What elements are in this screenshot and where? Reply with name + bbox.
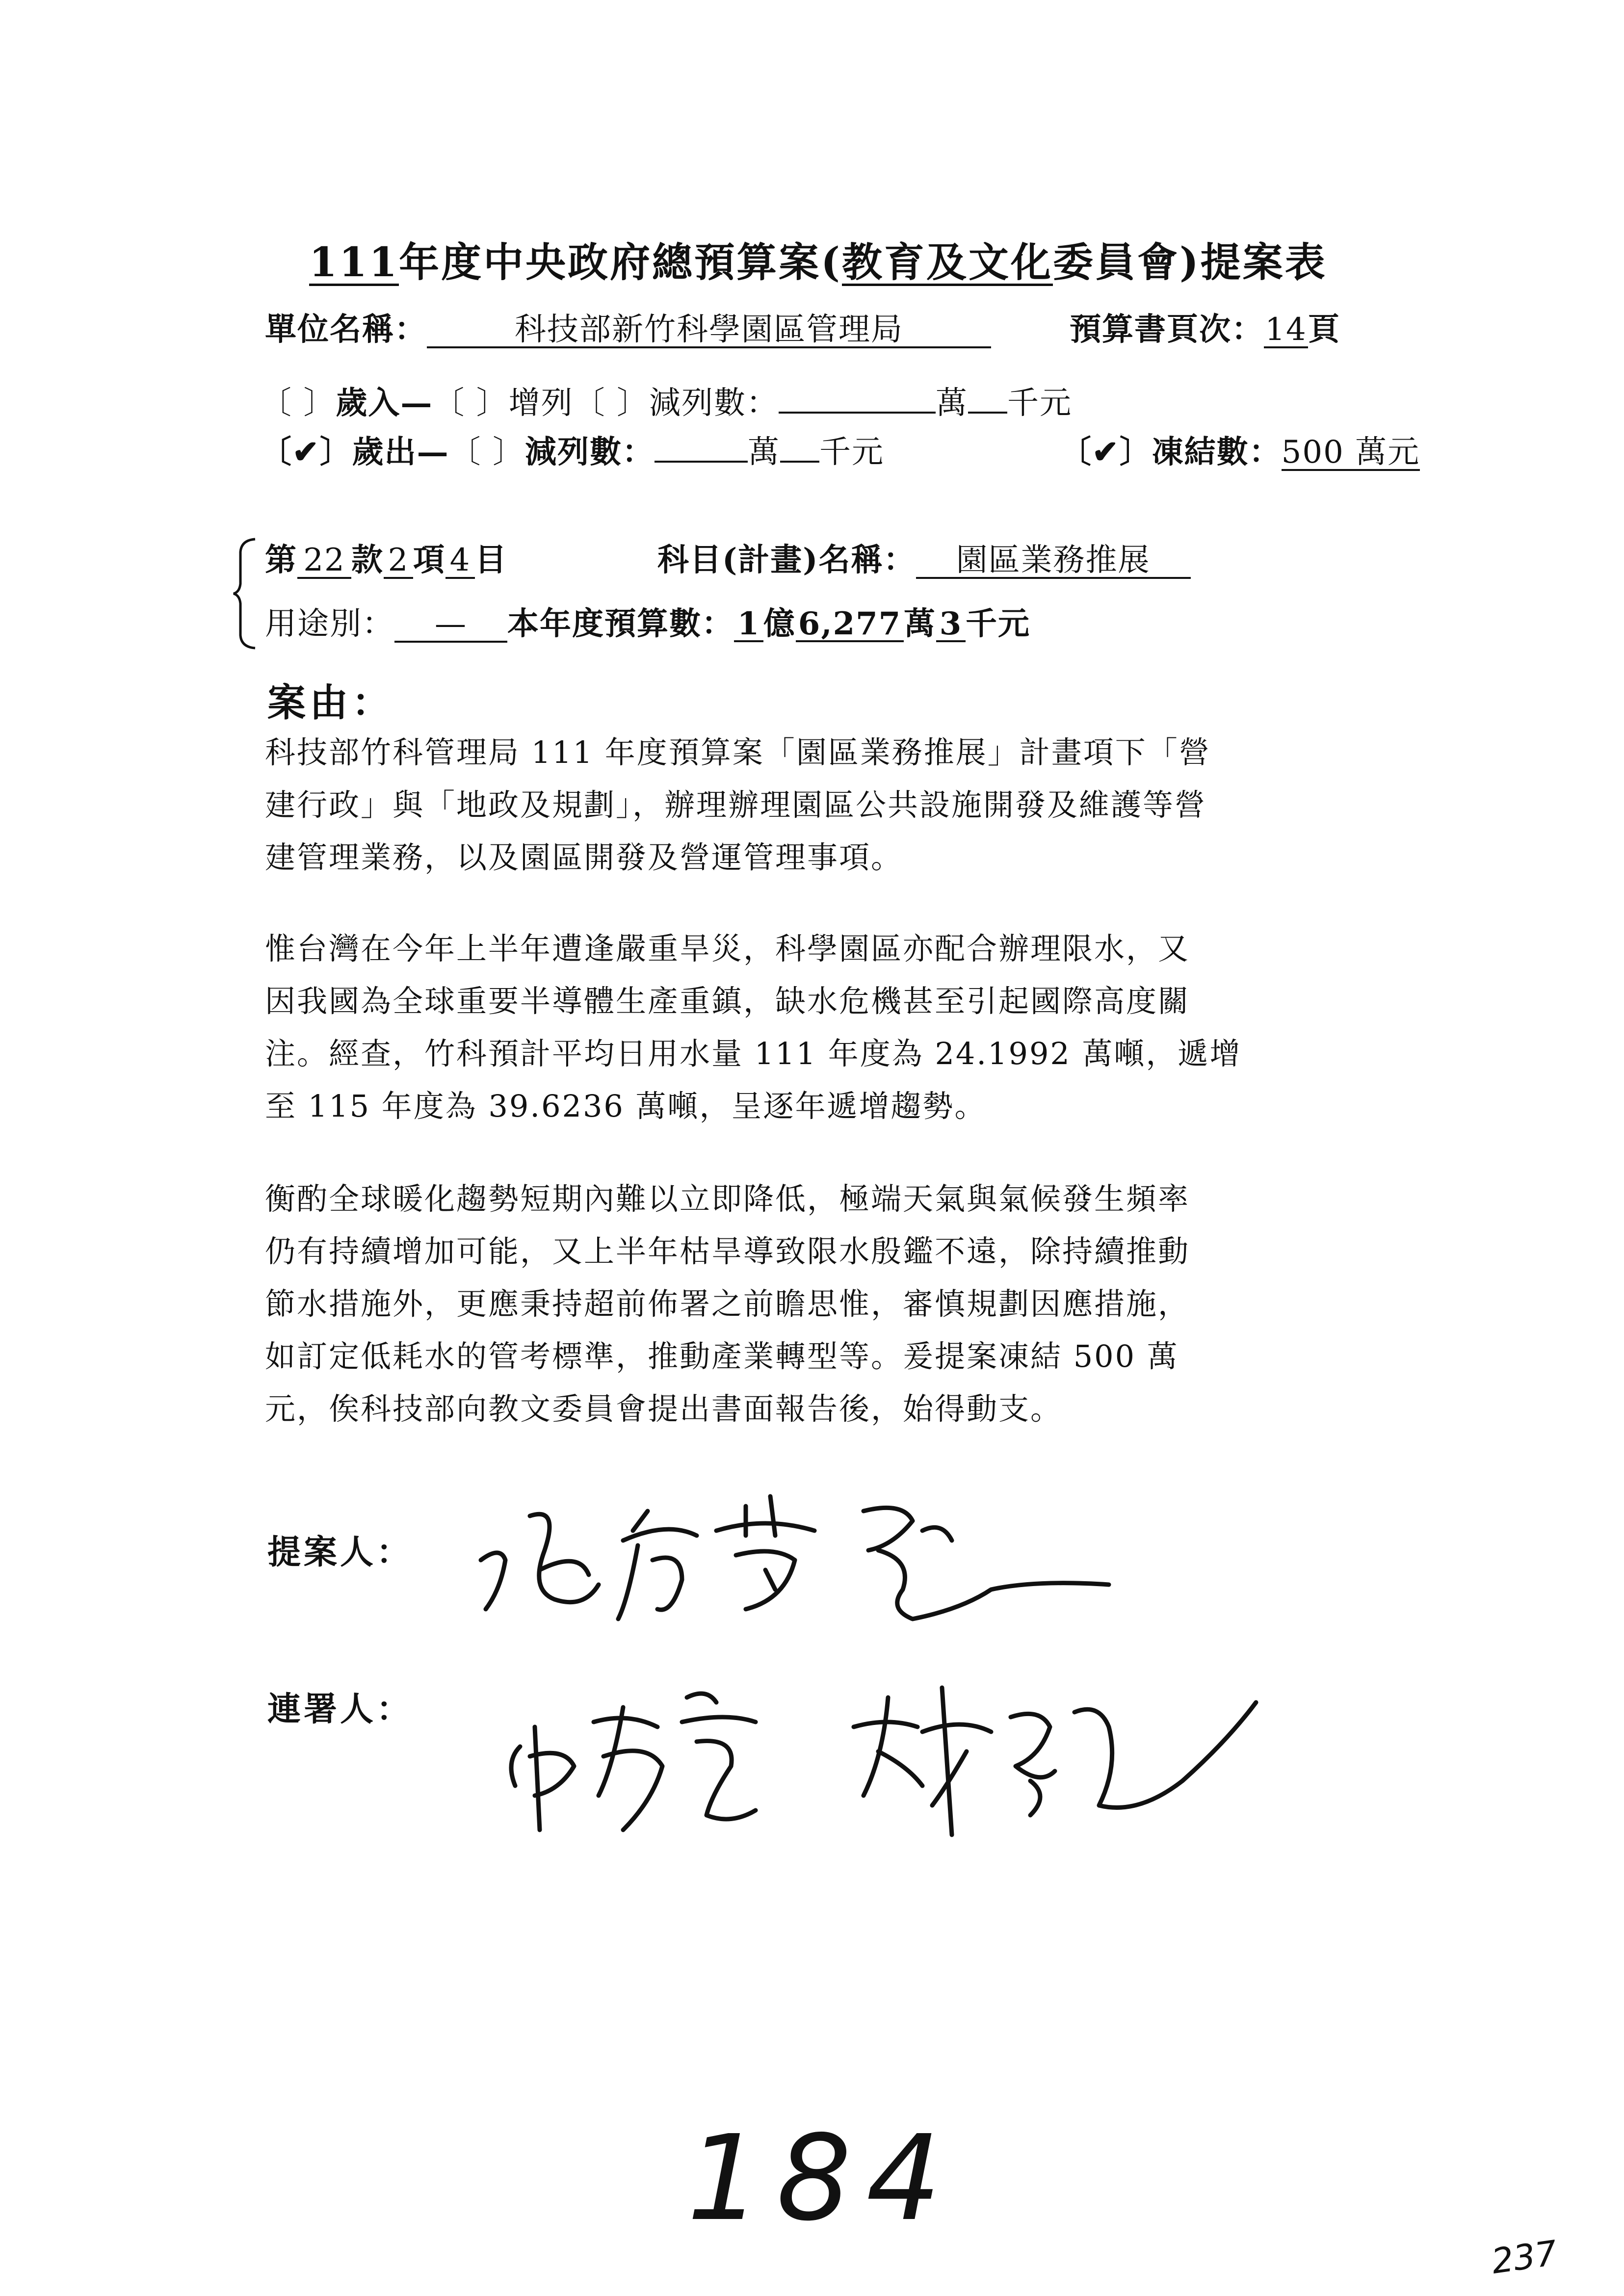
- reason-paragraph-1: [265, 726, 1393, 884]
- expenditure-qian-amount: [780, 461, 819, 463]
- revenue-qian-amount: [968, 412, 1007, 414]
- item-mu: 4: [445, 544, 475, 579]
- paragraph-line: 注。經查，竹科預計平均日用水量 111 年度為 24.1992 萬噸，遞增: [265, 1036, 1242, 1071]
- budget-yi-label: 億: [763, 605, 796, 642]
- title-text-b: 委員會)提案表: [1053, 239, 1327, 286]
- revenue-decrease-check: 〔 〕: [573, 385, 650, 421]
- revenue-label: 歲入—: [336, 385, 433, 421]
- use-value: —: [394, 608, 507, 643]
- item-di: 第: [265, 542, 297, 578]
- budget-qian: 3: [936, 607, 966, 642]
- form-title: [309, 231, 1327, 288]
- use-label: 用途別：: [265, 606, 394, 642]
- expenditure-qian: 千元: [819, 434, 884, 470]
- freeze-label: 凍結數：: [1152, 434, 1282, 470]
- expenditure-decrease-check: 〔 〕: [449, 434, 525, 470]
- revenue-decrease-label: 減列數：: [649, 385, 779, 421]
- paragraph-line: 衡酌全球暖化趨勢短期內難以立即降低，極端天氣與氣候發生頻率: [265, 1181, 1190, 1217]
- title-year: 111: [309, 239, 399, 286]
- title-text-a: 年度中央政府總預算案(: [399, 239, 842, 286]
- revenue-increase-label: 增列: [508, 385, 574, 421]
- paragraph-line: 節水措施外，更應秉持超前佈署之前瞻思惟，審慎規劃因應措施，: [265, 1286, 1190, 1322]
- budget-qian-label: 千元: [966, 605, 1030, 642]
- subject-row: [657, 535, 1191, 580]
- proposer-label: 提案人：: [267, 1533, 413, 1572]
- paragraph-line: 元，俟科技部向教文委員會提出書面報告後，始得動支。: [265, 1391, 1063, 1427]
- item-kuan: 22: [297, 544, 351, 579]
- expenditure-decrease-label: 減列數：: [524, 434, 655, 470]
- freeze-amount: 500 萬元: [1281, 434, 1420, 470]
- use-row: [265, 599, 1030, 644]
- paragraph-line: 惟台灣在今年上半年遭逢嚴重旱災，科學園區亦配合辦理限水，又: [265, 931, 1190, 966]
- cosigner-signature-1: [500, 1668, 814, 1845]
- page-value: 14: [1264, 313, 1308, 348]
- page-number: 184: [687, 2110, 956, 2247]
- paragraph-line: 至 115 年度為 39.6236 萬噸，呈逐年遞增趨勢。: [265, 1088, 987, 1124]
- corner-number: 237: [1489, 2233, 1560, 2282]
- cosigner-signature-2: [844, 1658, 1276, 1845]
- subject-label: 科目(計畫)名稱：: [657, 542, 916, 578]
- expenditure-wan: 萬: [747, 434, 780, 470]
- page-unit: 頁: [1308, 311, 1340, 348]
- paragraph-line: 建行政」與「地政及規劃」，辦理辦理園區公共設施開發及維護等營: [265, 787, 1207, 823]
- revenue-qian: 千元: [1007, 385, 1073, 421]
- item-xiang: 2: [384, 544, 413, 579]
- cosigner-label: 連署人：: [267, 1690, 413, 1729]
- paragraph-line: 科技部竹科管理局 111 年度預算案「園區業務推展」計畫項下「營: [265, 734, 1211, 770]
- expenditure-label: 歲出—: [352, 434, 449, 470]
- reason-paragraph-2: [265, 922, 1393, 1132]
- unit-row: [265, 304, 991, 349]
- proposer-signature: [471, 1462, 1168, 1648]
- budget-wan: 6,277: [796, 607, 904, 642]
- revenue-check: 〔 〕: [260, 385, 336, 421]
- budget-page-ref: [1070, 304, 1340, 349]
- reason-label: 案由：: [267, 680, 394, 725]
- revenue-row: [260, 378, 1072, 423]
- freeze-row: [1060, 427, 1420, 472]
- title-committee: 教育及文化: [841, 239, 1053, 286]
- expenditure-amount: [655, 461, 748, 463]
- revenue-wan: 萬: [936, 385, 969, 421]
- unit-label: 單位名稱：: [265, 311, 427, 348]
- budget-yi: 1: [734, 607, 763, 642]
- budget-label: 本年度預算數：: [507, 605, 734, 642]
- item-xiang-label: 項: [413, 542, 445, 578]
- bracket-icon: [231, 537, 260, 650]
- revenue-increase-check: 〔 〕: [433, 385, 509, 421]
- item-mu-label: 目: [475, 542, 507, 578]
- expenditure-check: 〔✔〕: [260, 434, 352, 470]
- freeze-check: 〔✔〕: [1060, 434, 1152, 470]
- revenue-amount: [779, 412, 936, 414]
- page-label: 預算書頁次：: [1070, 311, 1264, 348]
- budget-wan-label: 萬: [904, 605, 936, 642]
- subject-value: 園區業務推展: [916, 544, 1191, 579]
- expenditure-row: [260, 427, 884, 472]
- paragraph-line: 因我國為全球重要半導體生產重鎮，缺水危機甚至引起國際高度關: [265, 983, 1190, 1019]
- paragraph-line: 建管理業務，以及園區開發及營運管理事項。: [265, 839, 903, 875]
- paragraph-line: 如訂定低耗水的管考標準，推動產業轉型等。爰提案凍結 500 萬: [265, 1338, 1179, 1374]
- item-row: [265, 535, 507, 580]
- item-kuan-label: 款: [351, 542, 384, 578]
- paragraph-line: 仍有持續增加可能，又上半年枯旱導致限水殷鑑不遠，除持續推動: [265, 1233, 1190, 1269]
- reason-paragraph-3: [265, 1173, 1393, 1435]
- unit-name: 科技部新竹科學園區管理局: [427, 313, 991, 348]
